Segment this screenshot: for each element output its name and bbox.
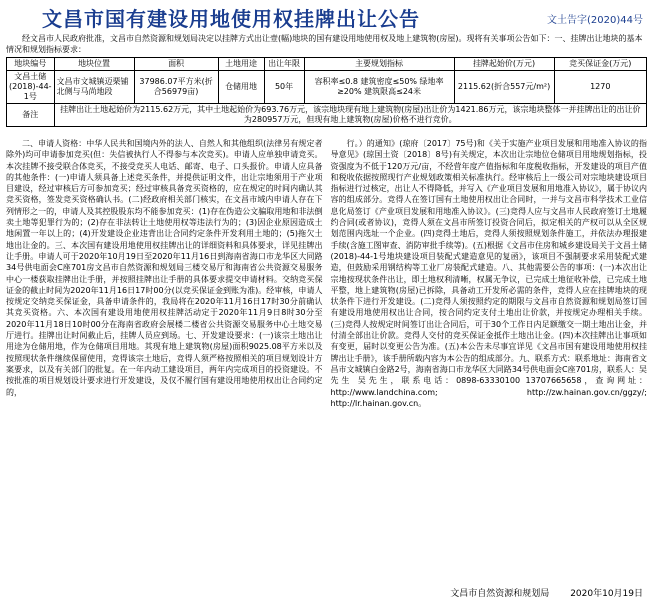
header-cell: 面积	[134, 58, 218, 71]
plot-indicators: 容积率≤0.8 建筑密度≤50% 绿地率≥20% 建筑限高≤24米	[304, 71, 454, 104]
plot-location: 文昌市文城镇迈栗铺北侧与马尚地段	[54, 71, 134, 104]
page-title: 文昌市国有建设用地使用权挂牌出让公告	[42, 7, 420, 31]
plot-start-price: 2115.62(折合557元/m²)	[454, 71, 554, 104]
body-text: 二、申请人资格：中华人民共和国境内外的法人、自然人和其他组织(法律另有规定者除外)均可申请参加竞买(但：失信被执行人不得参与本次竞买)。申请人应单独申请竞买。本次挂牌不接受联合体竞买，不接受竞买人电话、邮寄、电子、口头报价。申请人应具备的其他条件：(一)申请人须具备上述竞买条件，并提供证明文件，出让宗地须用于产业项目建设，经过审核后方可参加竞买；经过审核具备竞买资格的，应在规定的时间内确认其竞买资格，签发竞买资格确认书。(二)经政府相关部门核实，在文昌市域内申请人存在下列情形之一的，申请人及其控股股东均不能参加竞买：(1)存在伪造公文骗取用地和非法倒卖土地等犯罪行为的；(2)存在非法转让土地使用权等违法行为的；(3)因企业原因造成土地闲置一年以上的；(4)开发建设企业违背出让合同约定条件开发利用土地的；(5)拖欠土地出让金的。三、本次国有建设用地使用权挂牌出让的详细资料和具体要求，详见挂牌出让手册。申请人可于2020年10月19日至2020年11月16日到海南省海口市龙华区大同路34号供电面会C座701房文昌市自然资源和规划局三楼交易厅和海南省公共资源交易服务中心一楼获取挂牌出让手册，并按照挂牌出让手册的具体要求提交申请材料。交纳竞买保证金的截止时间为2020年11月16日17时00分(以竞买保证金到账为准)。经审核，申请人按规定交纳竞买保证金，具备申请条件的，我局将在2020年11月16日17时30分前确认其竞买资格。六、本次国有建设用地使用权挂牌活动定于2020年11月9日8时30分至2020年11月18日10时00分在海南省政府会展楼二楼省公共资源交易服务中心土地交易厅进行。挂牌出让时间截止后，挂牌人员应到场。七、开发建设要求：(一)该宗土地出让用途为仓储用地，作为仓储项目用地。其现有地上建筑物(房屋)面积9025.08平方米以及按照现状条件继续保留使用，竞得该宗土地后，竞得人须严格按照相关的项目规划设计方案要求，以及有关部门的批复。在一年内动工建设项目，两年内完成项目的投资建设。不按批准的项目规划设计要求进行开发建设，及仅不履行国有建设用地使用权出让合同约定的，	[6, 139, 323, 397]
remark-row	[7, 104, 647, 127]
notice-number: 文土告字(2020)44号	[547, 15, 643, 26]
agency-name: 文昌市自然资源和规划局	[450, 589, 550, 599]
plot-table	[6, 57, 647, 127]
footer	[6, 552, 647, 602]
plot-deposit: 1270	[554, 71, 646, 104]
header	[6, 3, 647, 33]
header-cell: 挂牌起始价(万元)	[454, 58, 554, 71]
header-cell: 地块位置	[54, 58, 134, 71]
header-cell: 出让年限	[264, 58, 304, 71]
body-column-right	[331, 138, 648, 550]
plot-term: 50年	[264, 71, 304, 104]
remark-label: 备注	[7, 104, 55, 127]
body-columns	[6, 138, 647, 550]
header-cell: 主要规划指标	[304, 58, 454, 71]
table-header-row	[7, 58, 647, 71]
plot-code: 文昌土储(2018)-44-1号	[7, 71, 55, 104]
header-cell: 竞买保证金(万元)	[554, 58, 646, 71]
plot-area: 37986.07平方米(折合56979亩)	[134, 71, 218, 104]
intro-paragraph: 经文昌市人民政府批准，文昌市自然资源和规划局决定以挂牌方式出让壹(幅)地块的国有建设用地使用权及地上建筑物(房屋)。现将有关事项公告如下：一、挂牌出让地块的基本情况和规划指标要求：	[6, 34, 643, 54]
signature	[432, 589, 643, 600]
remark-text: 挂牌出让土地起始价为2115.62万元，其中土地起始价为693.76万元，该宗地块现有地上建筑物(房屋)出让价为1421.86万元，该宗地块整体一并挂牌出让的出让价为280957万元，但现有地上建筑物(房屋)价格不进行竞价。	[54, 104, 646, 127]
plot-use: 仓储用地	[218, 71, 264, 104]
table-row	[7, 71, 647, 104]
header-cell: 土地用途	[218, 58, 264, 71]
notice-date: 2020年10月19日	[570, 589, 643, 599]
body-column-left	[6, 138, 323, 550]
body-text: 行。）的通知》(琼府〔2017〕75号)和《关于实施产业项目发展和用地准入协议的指导意见》(琼国土资〔2018〕8号)有关规定，本次出让宗地位仓储项目用地规划指标，投资强度为不低于120万元/亩，不经营年度产值指标和年度税收指标，开发建设的项目产值和税收依据按照现行产业规划政策相关标准执行。经审核后上一级公司对宗地块建设项目指标进行过核定，出让人不得降低，并写入《产业项目发展和用地准入协议》，属于协议内容的组成部分。竞得人在签订国有土地使用权出让合同时，一并与文昌市科学技术工业信息化局签订《产业项目发展和用地准入协议》。(三)竞得人应与文昌市人民政府签订土地履约合同(或者协议)，竞得人须在文昌市所签订投资合同后，拟定相关的产权可以从全区规划范围内选址一个企业。(四)竞得土地后，竞得人须按照规划条件施工，并依法办理报建手续(含施工图审查、消防审批手续等)。(五)根据《文昌市住房和城乡建设局关于文昌土储(2018)-44-1号地块建设项目装配式建造意见的复函》，该项目不强制要求采用装配式建造，但鼓励采用钢结构等工业厂房装配式建造。八、其他需要公告的事项：(一)本次出让宗地按现状条件出让，即土地权利清晰，权属无争议，已完成土地征收补偿，已完成土地平整，地上建筑物(房屋)已拆除，具备动工开发所必需的条件，竞得人应在挂牌地块的现状条件下进行开发建设。(二)竞得人须按照约定的期限与文昌市自然资源和规划局签订国有建设用地使用权出让合同，按合同约定支付土地出让价款，并按规定办理相关手续。(三)竞得人按规定时间签订出让合同后，可于30个工作日内足额缴交一期土地出让金，并付清全部出让价款。竞得人交付的竞买保证金抵作土地出让金。(四)本次挂牌出让事项如有变更，届时以变更公告为准。(五)本公告未尽事宜详见《文昌市国有建设用地使用权挂牌出让手册》，该手册所载内容为本公告的组成部分。九、联系方式：联系地址：海南省文昌市文城镇白金路2号，海南省海口市龙华区大同路34号供电面会C座701房，联系人：吴先生 吴先生，联系电话：0898-63330100 13707665658，查询网址：http://www.landchina.com; http://zw.hainan.gov.cn/ggzy/; http://lr.hainan.gov.cn。	[330, 139, 647, 408]
header-cell: 地块编号	[7, 58, 55, 71]
